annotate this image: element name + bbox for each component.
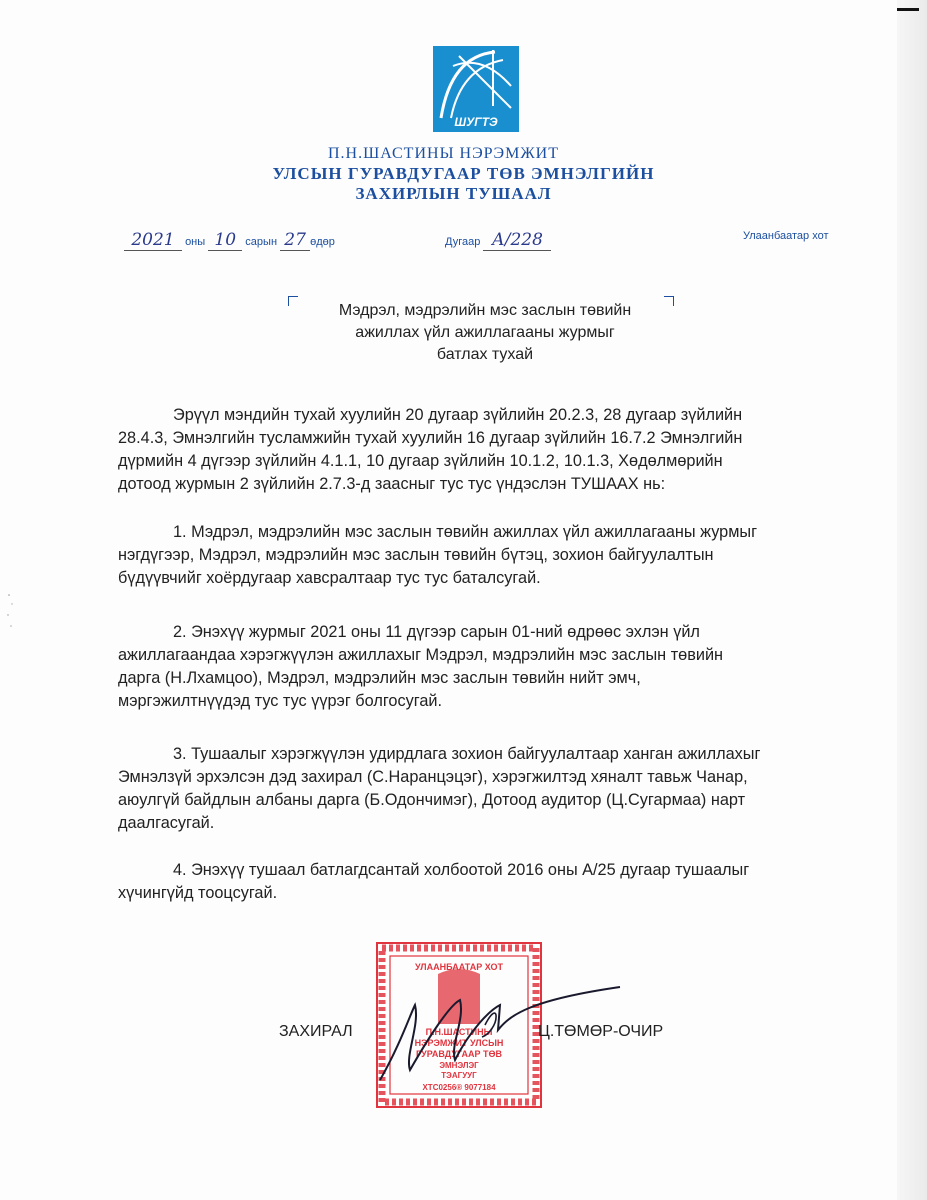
stamp-line-5: ТЭАГУУГ [441, 1071, 477, 1080]
item-1-line: 1. Мэдрэл, мэдрэлийн мэс заслын төвийн ажиллах үйл ажиллагааны журмыг [173, 523, 758, 541]
item-4-paragraph [118, 859, 828, 905]
header-line-2: УЛСЫН ГУРАВДУГААР ТӨВ ЭМНЭЛГИЙН [272, 164, 655, 183]
preamble-line: Эрүүл мэндийн тухай хуулийн 20 дугаар зүйлийн 20.2.3, 28 дугаар зүйлийн [173, 406, 743, 424]
item-1-line: бүдүүвчийг хоёрдугаар хавсралтаар тус тус баталсугай. [118, 569, 541, 587]
order-number-label: Дугаар [445, 236, 481, 248]
subject-line-1: Мэдрэл, мэдрэлийн мэс заслын төвийн [338, 302, 632, 319]
item-3-line: даалгасугай. [118, 814, 215, 832]
item-3-line: Эмнэлзүй эрхэлсэн дэд захирал (С.Наранцэцэг), хэрэгжилтэд хяналт тавьж Чанар, [118, 768, 748, 786]
date-day: 27 [280, 230, 310, 251]
subject-line-3: батлах тухай [436, 346, 534, 363]
subject-line-2: ажиллах үйл ажиллагааны журмыг [355, 324, 615, 341]
preamble-line: дотоод журмын 2 зүйлийн 2.7.3-д заасныг тус тус үндэслэн ТУШААХ нь: [118, 475, 666, 493]
item-3-line: аюулгүй байдлын албаны дарга (Б.Одончимэг), Дотоод аудитор (Ц.Сугармаа) нарт [118, 791, 746, 809]
signatory-title: ЗАХИРАЛ [279, 1023, 353, 1040]
stamp-line-4: ЭМНЭЛЭГ [439, 1061, 479, 1070]
item-3-line: 3. Тушаалыг хэрэгжүүлэн удирдлага зохион байгуулалтаар ханган ажиллахыг [173, 745, 761, 763]
preamble-line: 28.4.3, Эмнэлгийн тусламжийн тухай хуулийн 16 дугаар зүйлийн 16.7.2 Эмнэлгийн [118, 429, 743, 447]
hospital-logo [433, 46, 519, 132]
edge-mark [897, 8, 919, 11]
stamp-top-text: УЛААНБААТАР ХОТ [415, 962, 503, 972]
item-4-line: хүчингүйд тооцсугай. [118, 884, 278, 902]
logo-text: ШУГТЭ [454, 115, 498, 129]
stamp-bottom-text: ХТС0256® 9077184 [422, 1083, 496, 1092]
preamble-paragraph [118, 404, 828, 496]
header-line-1: П.Н.ШАСТИНЫ НЭРЭМЖИТ [328, 145, 559, 162]
item-2-paragraph [118, 621, 828, 713]
order-number-value: А/228 [483, 230, 551, 251]
item-2-line: 2. Энэхүү журмыг 2021 оны 11 дүгээр сарын 01-ний өдрөөс эхлэн үйл [173, 623, 700, 641]
item-2-line: ажиллагаандаа хэрэгжүүлэн ажиллахыг Мэдрэл, мэдрэлийн мэс заслын төвийн [118, 646, 724, 664]
date-year: 2021 [124, 230, 182, 251]
handwritten-signature [370, 975, 630, 1085]
scan-specks [6, 590, 16, 640]
header-line-3: ЗАХИРЛЫН ТУШААЛ [355, 184, 552, 203]
stamp-line-1: П.Н.ШАСТИНЫ [425, 1027, 493, 1037]
date-year-label: оны [185, 236, 206, 248]
stamp-line-2: НЭРЭМЖИТ УЛСЫН [414, 1038, 504, 1048]
order-number [445, 230, 551, 251]
order-city: Улаанбаатар хот [743, 230, 829, 242]
order-subject [300, 300, 670, 366]
item-2-line: мэргэжилтнүүдэд тус тус үүрэг болгосугай. [118, 692, 442, 710]
item-1-line: нэгдүгээр, Мэдрэл, мэдрэлийн мэс заслын төвийн бүтэц, зохион байгуулалтын [118, 546, 714, 564]
date-month: 10 [208, 230, 242, 251]
order-date [124, 230, 335, 251]
signatory-name: Ц.ТӨМӨР-ОЧИР [538, 1023, 664, 1040]
item-3-paragraph [118, 743, 828, 835]
subject-bracket-left [288, 296, 298, 306]
item-2-line: дарга (Н.Лхамцоо), Мэдрэл, мэдрэлийн мэс заслын төвийн нийт эмч, [118, 669, 641, 687]
preamble-line: дүрмийн 4 дүгээр зүйлийн 4.1.1, 10 дугаар зүйлийн 10.1.2, 10.1.3, Хөдөлмөрийн [118, 452, 723, 470]
item-1-paragraph [118, 521, 828, 590]
stamp-line-3: ГУРАВДУГААР ТӨВ [416, 1049, 502, 1059]
item-4-line: 4. Энэхүү тушаал батлагдсантай холбоотой 2016 оны А/25 дугаар тушаалыг [173, 861, 750, 879]
date-month-label: сарын [245, 236, 278, 248]
date-day-label: өдөр [310, 236, 335, 248]
